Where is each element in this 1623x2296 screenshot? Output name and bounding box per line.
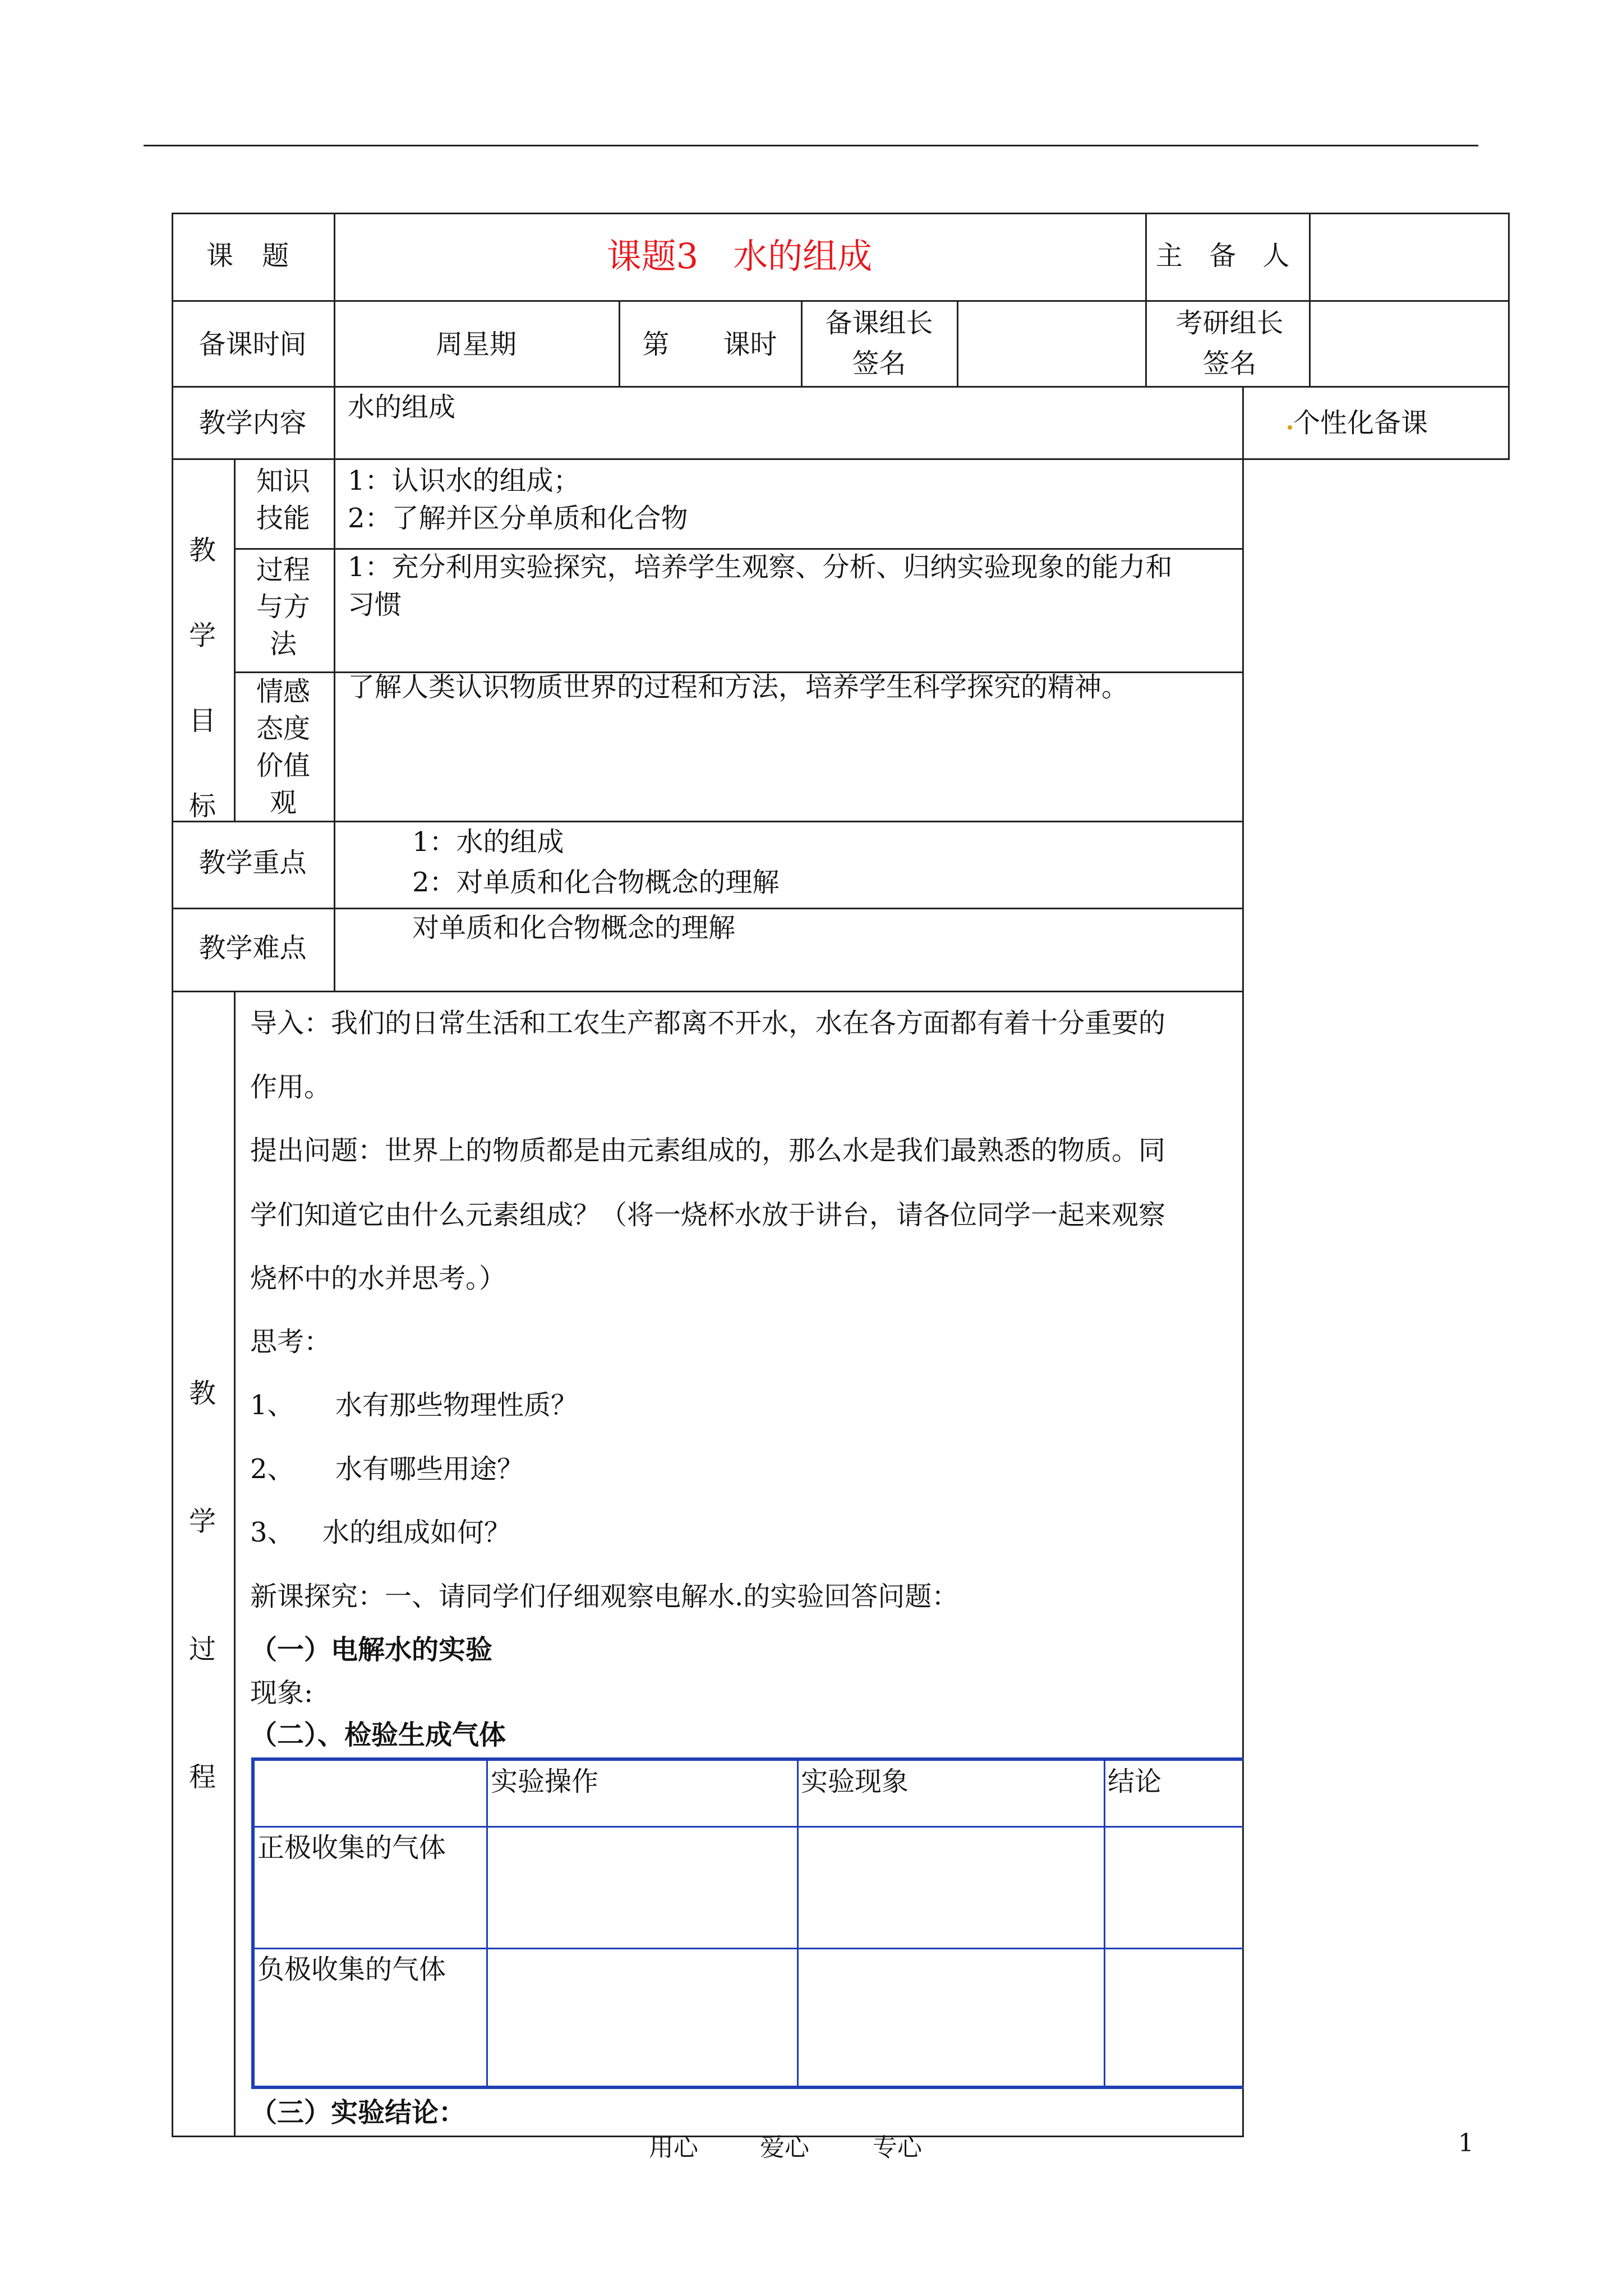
table-border-right [1508, 213, 1510, 460]
gas-table-line [486, 1757, 488, 2089]
gas-table-border-bottom [251, 2086, 1244, 2089]
question-line-2: 学们知道它由什么元素组成？（将一烧杯水放于讲台，请各位同学一起来观察 [250, 1199, 1166, 1231]
goal-attitude-line-1: 了解人类认识物质世界的过程和方法，培养学生科学探究的精神。 [348, 671, 1129, 703]
gas-table-header-conclusion: 结论 [1108, 1766, 1162, 1797]
topic-label: 课 题 [206, 240, 299, 272]
intro-line-1: 导入：我们的日常生活和工农生产都离不开水，水在各方面都有着十分重要的 [250, 1007, 1166, 1039]
footer-motto-2: 爱心 [760, 2133, 809, 2162]
table-border-left [172, 213, 173, 2137]
question-line-1: 提出问题：世界上的物质都是由元素组成的，那么水是我们最熟悉的物质。同 [250, 1135, 1166, 1166]
table-line [957, 300, 958, 388]
think-item-3-number: 3、 [250, 1517, 294, 1548]
section-conclusion: （三）实验结论： [250, 2097, 466, 2128]
table-line [1242, 386, 1244, 2137]
think-item-3-text: 水的组成如何？ [322, 1517, 511, 1548]
gas-table-header-operation: 实验操作 [491, 1766, 599, 1797]
section-electrolysis: （一）电解水的实验 [250, 1634, 493, 1665]
key-point-2: 2：对单质和化合物概念的理解 [412, 867, 780, 898]
process-label: 教学过程 [188, 1378, 216, 1793]
gas-table-line [251, 1948, 1244, 1949]
difficulty-value: 对单质和化合物概念的理解 [412, 912, 736, 944]
footer-motto-3: 专心 [873, 2133, 922, 2162]
week-label: 周星期 [435, 329, 517, 360]
intro-line-2: 作用。 [250, 1071, 331, 1103]
table-line [172, 991, 1244, 992]
gas-table-line [251, 1826, 1244, 1828]
new-lesson-line: 新课探究：一、请同学们仔细观察电解水.的实验回答问题： [250, 1581, 959, 1612]
goal-knowledge-label: 知识技能 [256, 466, 310, 534]
gas-table-border-top [251, 1757, 1244, 1761]
goal-process-line-1: 1：充分利用实验探究，培养学生观察、分析、归纳实验现象的能力和 [348, 551, 1173, 583]
table-line [234, 458, 236, 822]
gas-table-header-phenomenon: 实验现象 [801, 1766, 909, 1797]
header-rule [144, 145, 1478, 146]
table-line [334, 821, 335, 992]
table-line [801, 300, 803, 388]
content-value: 水的组成 [348, 392, 456, 423]
key-points-label: 教学重点 [199, 847, 307, 878]
goal-process-line-2: 习惯 [348, 589, 402, 620]
table-line [334, 386, 335, 459]
table-border-bottom [172, 2136, 1244, 2137]
think-item-1-text: 水有那些物理性质？ [335, 1389, 578, 1421]
think-item-2-text: 水有哪些用途？ [335, 1453, 524, 1485]
page-number: 1 [1458, 2129, 1474, 2157]
table-line [1145, 300, 1147, 388]
key-point-1: 1：水的组成 [412, 826, 564, 858]
think-item-2-number: 2、 [250, 1453, 294, 1485]
table-line [234, 991, 236, 2137]
gas-table-line [1104, 1757, 1105, 2089]
think-item-1-number: 1、 [250, 1389, 294, 1421]
table-line [1309, 213, 1311, 388]
question-line-3: 烧杯中的水并思考。） [250, 1263, 506, 1294]
content-label: 教学内容 [199, 407, 307, 439]
group-leader-label: 备课组长签名 [825, 307, 933, 379]
prep-time-label: 备课时间 [199, 329, 307, 360]
period-label: 第 课时 [642, 329, 777, 360]
think-label: 思考： [250, 1326, 331, 1358]
goal-attitude-label: 情感态度价值观 [256, 676, 310, 818]
table-line [334, 458, 335, 822]
goals-label: 教学目标 [188, 535, 216, 822]
phenomenon-label: 现象: [250, 1677, 313, 1709]
page-title: 课题3 水的组成 [606, 236, 873, 277]
goal-process-label: 过程与方法 [256, 554, 310, 660]
table-line [172, 821, 1244, 822]
section-gas-test: （二）、检验生成气体 [250, 1719, 506, 1751]
research-leader-label: 考研组长签名 [1175, 307, 1284, 379]
gas-table-border-left [251, 1757, 255, 2089]
gas-table-row-positive: 正极收集的气体 [257, 1832, 446, 1864]
small-dot-icon [1288, 425, 1292, 430]
table-line [234, 548, 1244, 550]
gas-table-line [797, 1757, 799, 2089]
footer-motto-1: 用心 [649, 2133, 698, 2162]
difficulty-label: 教学难点 [199, 932, 307, 964]
preparer-label: 主 备 人 [1155, 240, 1299, 272]
gas-table-row-negative: 负极收集的气体 [257, 1954, 446, 1985]
personal-prep-label: 个性化备课 [1293, 407, 1428, 439]
goal-knowledge-line-1: 1：认识水的组成； [348, 465, 580, 496]
table-line [172, 458, 1510, 460]
goal-knowledge-line-2: 2：了解并区分单质和化合物 [348, 503, 688, 534]
table-line [172, 908, 1244, 909]
